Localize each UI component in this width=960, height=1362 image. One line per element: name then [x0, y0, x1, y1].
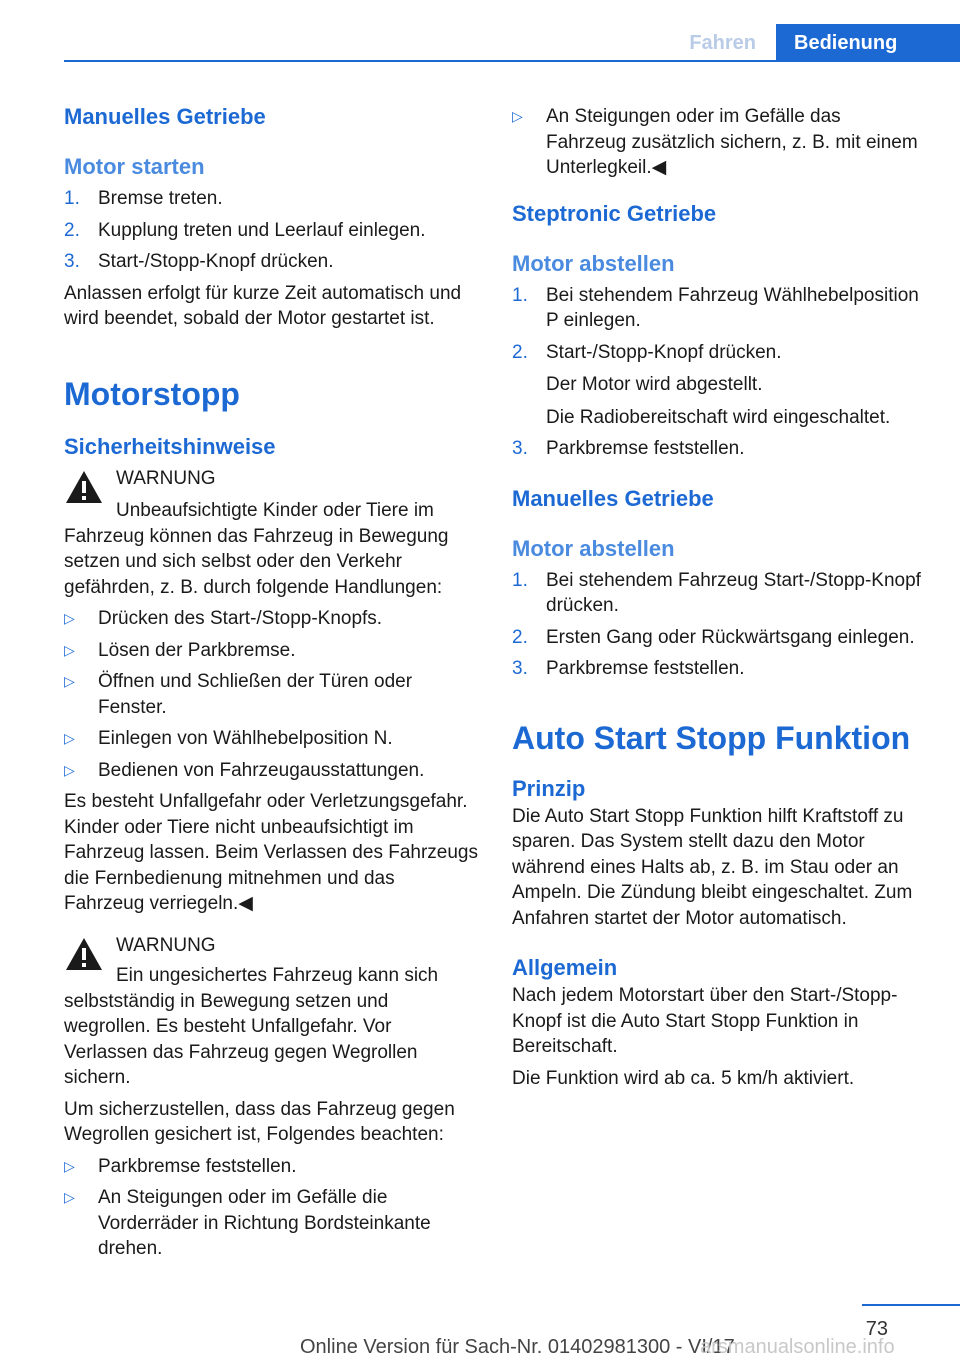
tab-fahren[interactable]: Fahren — [669, 24, 776, 62]
list-item — [64, 249, 478, 275]
step-text: Bei stehendem Fahrzeug Wählhebelposition P einlegen. — [546, 284, 919, 331]
triangle-bullet-icon: ▷ — [64, 610, 75, 626]
list-item — [512, 625, 926, 651]
heading-sicherheitshinweise: Sicherheitshinweise — [64, 433, 276, 459]
list-item — [64, 186, 478, 212]
step-text: Ersten Gang oder Rückwärtsgang einlegen. — [546, 626, 915, 648]
warning-lead: Ein ungesichertes Fahrzeug kann sich — [116, 965, 439, 986]
start-note: Anlassen erfolgt für kurze Zeit automatisch und wird beendet, sobald der Motor gestartet ist. — [64, 282, 462, 329]
list-item — [64, 669, 478, 720]
step-text: Start-/Stopp-Knopf drücken. — [98, 251, 334, 272]
step-text: Bremse treten. — [98, 188, 223, 209]
list-item — [64, 758, 478, 784]
start-steps — [64, 186, 478, 275]
warning-block-1 — [64, 466, 478, 524]
warning-triangle-icon — [64, 469, 104, 505]
step-text: Bei stehendem Fahrzeug Start-/Stopp-Knopf drücken. — [546, 569, 921, 616]
list-item — [512, 568, 926, 619]
list-item — [512, 104, 926, 181]
list-item — [64, 638, 478, 664]
watermark: arsmanualsonline.info — [700, 1336, 895, 1358]
warning-lead: Unbeaufsichtigte Kinder oder Tiere im — [116, 500, 434, 521]
step-text: Parkbremse feststellen. — [546, 438, 745, 459]
triangle-bullet-icon: ▷ — [512, 108, 523, 124]
heading-allgemein: Allgemein — [512, 955, 618, 980]
warning-title: WARNUNG — [116, 934, 216, 956]
step-number: 3. — [64, 251, 80, 272]
header-tabs — [669, 24, 960, 62]
warning-title: WARNUNG — [116, 467, 216, 489]
step-number: 1. — [512, 284, 528, 306]
step-number: 2. — [512, 341, 528, 363]
warning-block-2 — [64, 933, 478, 989]
warning-triangle-icon — [64, 936, 104, 972]
continued-list — [512, 104, 926, 181]
heading-motor-abstellen-2: Motor abstellen — [512, 535, 675, 561]
heading-steptronic: Steptronic Getriebe — [512, 200, 717, 226]
list-item — [512, 436, 926, 462]
heading-motor-abstellen: Motor abstellen — [512, 250, 675, 276]
step-text: Kupplung treten und Leerlauf einlegen. — [98, 219, 426, 241]
list-item — [512, 340, 926, 366]
list-item — [64, 1154, 478, 1180]
warning-list — [64, 606, 478, 783]
step-text: Start-/Stopp-Knopf drücken. — [546, 341, 782, 363]
list-item — [64, 606, 478, 632]
triangle-bullet-icon: ▷ — [64, 1157, 75, 1174]
step-sub-text: Die Radiobereitschaft wird eingeschaltet. — [546, 406, 891, 428]
warning-after: Um sicherzustellen, dass das Fahrzeug gegen Wegrollen gesichert ist, Folgendes beachten: — [64, 1098, 455, 1145]
step-number: 2. — [512, 626, 528, 648]
footer-online-version: Online Version für Sach-Nr. 01402981300 - VI/17 — [300, 1336, 735, 1358]
allgemein-text: Nach jedem Motorstart über den Start-/Stopp-Knopf ist die Auto Start Stopp Funktion in Bereitschaft. — [512, 985, 898, 1057]
left-column — [64, 100, 478, 1268]
triangle-bullet-icon: ▷ — [64, 673, 75, 689]
warning-after: Es besteht Unfallgefahr oder Verletzungsgefahr. Kinder oder Tiere nicht unbeaufsichtigt im Fahrzeug lassen. Beim Verlassen des Fahrzeugs die Fernbedienung mitnehmen und das Fahrzeug verriegeln.◀ — [64, 791, 478, 914]
list-item — [512, 283, 926, 334]
item-text: Drücken des Start-/Stopp-Knopfs. — [98, 608, 383, 629]
item-text: An Steigungen oder im Gefälle das Fahrzeug zusätzlich sichern, z. B. mit einem Unterlegkeil.◀ — [546, 106, 918, 178]
item-text: Bedienen von Fahrzeugausstattungen. — [98, 759, 425, 781]
warning-text: Fahrzeug können das Fahrzeug in Bewegung setzen und sich selbst oder den Verkehr gefährden, z. B. durch folgende Handlungen: — [64, 525, 449, 598]
header-rule — [64, 60, 960, 62]
triangle-bullet-icon: ▷ — [64, 730, 75, 746]
step-number: 1. — [512, 569, 528, 591]
list-item — [64, 1185, 478, 1262]
steptronic-steps — [512, 283, 926, 366]
warning-text: selbstständig in Bewegung setzen und wegrollen. Es besteht Unfallgefahr. Vor Verlassen das Fahrzeug gegen Wegrollen sichern. — [64, 990, 418, 1088]
step-sub-text: Der Motor wird abgestellt. — [546, 374, 763, 395]
right-column — [512, 100, 926, 1091]
heading-motorstopp: Motorstopp — [64, 375, 240, 412]
warning-list — [64, 1154, 478, 1262]
item-text: Einlegen von Wählhebelposition N. — [98, 728, 393, 749]
steptronic-steps-cont — [512, 436, 926, 462]
heading-manuelles-getriebe: Manuelles Getriebe — [64, 104, 266, 129]
triangle-bullet-icon: ▷ — [64, 641, 75, 658]
step-number: 2. — [64, 219, 80, 241]
page-number: 73 — [865, 1318, 888, 1340]
heading-manuelles-getriebe-2: Manuelles Getriebe — [512, 485, 714, 511]
item-text: Lösen der Parkbremse. — [98, 639, 296, 661]
prinzip-text: Die Auto Start Stopp Funktion hilft Kraftstoff zu sparen. Das System stellt dazu den Motor während eines Halts ab, z. B. im Stau oder an Ampeln. Die Zündung bleibt eingeschaltet. Zum Anfahren startet der Motor automatisch. — [512, 805, 913, 929]
manual-steps — [512, 568, 926, 682]
footer-rule — [862, 1304, 960, 1306]
step-text: Parkbremse feststellen. — [546, 658, 745, 679]
list-item — [64, 726, 478, 752]
tab-bedienung[interactable]: Bedienung — [776, 24, 960, 62]
triangle-bullet-icon: ▷ — [64, 761, 75, 778]
item-text: Öffnen und Schließen der Türen oder Fenster. — [98, 671, 413, 718]
heading-auto-start-stopp: Auto Start Stopp Funktion — [512, 719, 911, 756]
step-number: 3. — [512, 438, 528, 459]
step-number: 1. — [64, 188, 80, 209]
triangle-bullet-icon: ▷ — [64, 1189, 75, 1205]
step-number: 3. — [512, 658, 528, 679]
allgemein-text-2: Die Funktion wird ab ca. 5 km/h aktiviert. — [512, 1067, 855, 1089]
heading-motor-starten: Motor starten — [64, 154, 205, 179]
item-text: An Steigungen oder im Gefälle die Vorderräder in Richtung Bordsteinkante drehen. — [98, 1187, 431, 1259]
list-item — [64, 218, 478, 244]
heading-prinzip: Prinzip — [512, 775, 586, 801]
item-text: Parkbremse feststellen. — [98, 1155, 297, 1177]
list-item — [512, 656, 926, 682]
